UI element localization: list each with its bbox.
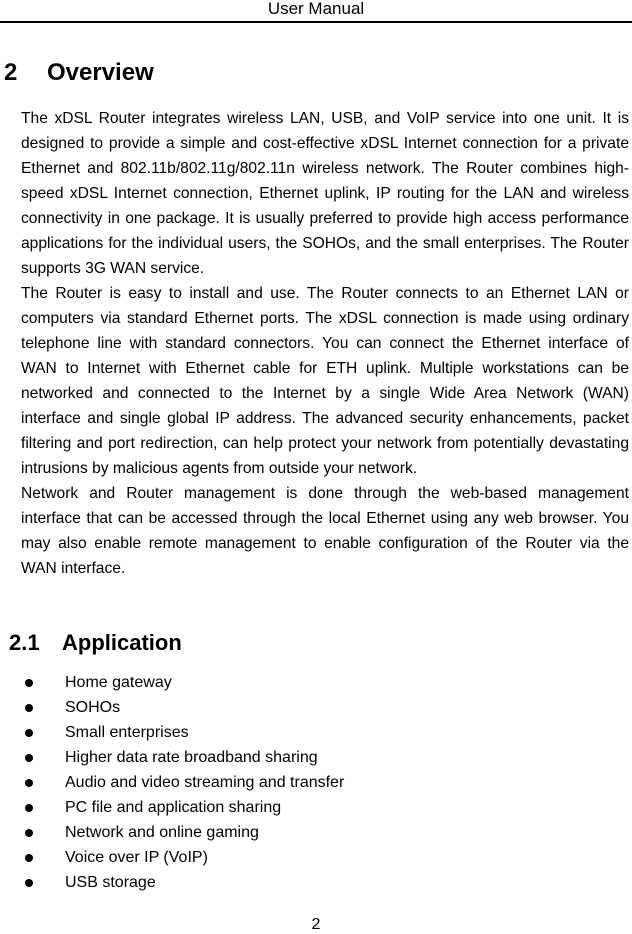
subsection-title: Application bbox=[62, 630, 182, 655]
page-header bbox=[0, 0, 632, 23]
subsection-heading bbox=[9, 628, 182, 658]
bullet-icon bbox=[25, 729, 33, 737]
paragraph: The xDSL Router integrates wireless LAN, USB, and VoIP service into one unit. It is designed to provide a simple and cost-effective xDSL Internet connection for a private Ethernet and 802.11b/802.11g/802.11n wireless network. The Router combines high-speed xDSL Internet connection, Ethernet uplink, IP routing for the LAN and wireless connectivity in one package. It is usually preferred to provide high access performance applications for the individual users, the SOHOs, and the small enterprises. The Router supports 3G WAN service. bbox=[21, 110, 629, 277]
section-title: Overview bbox=[47, 59, 154, 86]
section-number: 2 bbox=[4, 59, 18, 86]
paragraph: The Router is easy to install and use. The Router connects to an Ethernet LAN or computers via standard Ethernet ports. The xDSL connection is made using ordinary telephone line with standard connectors. You can connect the Ethernet interface of WAN to Internet with Ethernet cable for ETH uplink. Multiple workstations can be networked and connected to the Internet by a single Wide Area Network (WAN) interface and single global IP address. The advanced security enhancements, packet filtering and port redirection, can help protect your network from potentially devastating intrusions by malicious agents from outside your network. bbox=[21, 285, 629, 477]
bullet-icon bbox=[25, 679, 33, 687]
bullet-icon bbox=[25, 829, 33, 837]
bullet-icon bbox=[25, 704, 33, 712]
paragraph: Network and Router management is done through the web-based management interface that can be accessed through the local Ethernet using any web browser. You may also enable remote management to enable configuration of the Router via the WAN interface. bbox=[21, 485, 629, 577]
overview-body bbox=[21, 106, 629, 581]
bullet-icon bbox=[25, 754, 33, 762]
header-title: User Manual bbox=[267, 0, 365, 18]
section-heading bbox=[4, 58, 154, 88]
bullet-icon bbox=[25, 779, 33, 787]
bullet-icon bbox=[25, 879, 33, 887]
subsection-number: 2.1 bbox=[9, 630, 40, 655]
bullet-icon bbox=[25, 854, 33, 862]
bullet-icon bbox=[25, 804, 33, 812]
page-number: 2 bbox=[311, 916, 321, 933]
